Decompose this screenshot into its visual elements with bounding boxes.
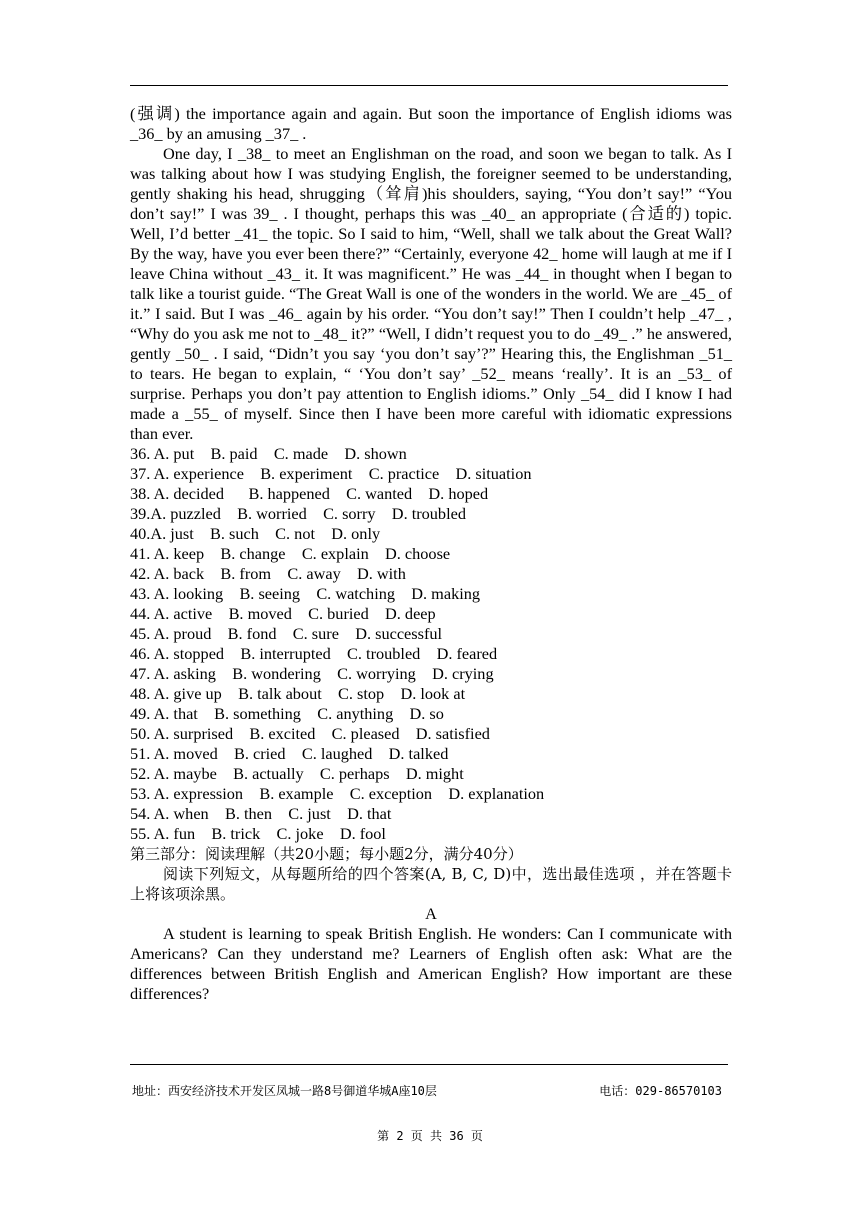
options-list (130, 444, 732, 844)
footer-phone: 电话：029-86570103 (599, 1084, 722, 1098)
option-line: 40.A. just B. such C. not D. only (130, 524, 381, 543)
page-number: 第 2 页 共 36 页 (377, 1129, 483, 1143)
option-line: 49. A. that B. something C. anything D. so (130, 704, 444, 723)
option-line: 50. A. surprised B. excited C. pleased D. satisfied (130, 724, 490, 743)
section-instruction: 阅读下列短文，从每题所给的四个答案(A, B, C, D)中，选出最佳选项 ，并在答题卡上将该项涂黑。 (130, 865, 732, 903)
option-line: 36. A. put B. paid C. made D. shown (130, 444, 407, 463)
option-line: 43. A. looking B. seeing C. watching D. making (130, 584, 481, 603)
section-heading: 第三部分：阅读理解（共20小题；每小题2分，满分40分） (130, 845, 523, 863)
footer-rule (130, 1064, 728, 1065)
passage-paragraph-1: (强调) the importance again and again. But soon the importance of English idioms was _36_ by an amusing _37_ . (130, 104, 732, 143)
passage-label: A (425, 904, 437, 923)
passage-paragraph-2: One day, I _38_ to meet an Englishman on the road, and soon we began to talk. As I was talking about how I was studying English, the foreigner seemed to be understanding, gently shaking his head, shrugging（耸肩)his shoulders, saying, “You don’t say!” “You don’t say!” I was 39_ . I thought, perhaps this was _40_ an appropriate (合适的) topic. Well, I’d better _41_ the topic. So I said to him, “Well, shall we talk about the Great Wall? By the way, have you ever been there?” “Certainly, everyone 42_ home will laugh at me if I leave China without _43_ it. It was magnificent.” He was _44_ in thought when I began to talk like a tourist guide. “The Great Wall is one of the wonders in the world. We are _45_ of it.” I said. But I was _46_ again by his order. “You don’t say!” Then I couldn’t help _47_ , “Why do you ask me not to _48_ it?” “Well, I didn’t request you to do _49_ .” he answered, gently _50_ . I said, “Didn’t you say ‘you don’t say’?” Hearing this, the Englishman _51_ to tears. He began to explain, “ ‘You don’t say’ _52_ means ‘really’. It is an _53_ of surprise. Perhaps you don’t pay attention to English idioms.” Only _54_ did I know I had made a _55_ of myself. Since then I have been more careful with idiomatic expressions than ever. (130, 144, 732, 443)
option-line: 42. A. back B. from C. away D. with (130, 564, 406, 583)
option-line: 44. A. active B. moved C. buried D. deep (130, 604, 436, 623)
option-line: 51. A. moved B. cried C. laughed D. talked (130, 744, 449, 763)
option-line: 38. A. decided B. happened C. wanted D. hoped (130, 484, 489, 503)
footer-address: 地址：西安经济技术开发区凤城一路8号御道华城A座10层 (132, 1084, 437, 1098)
option-line: 37. A. experience B. experiment C. practice D. situation (130, 464, 532, 483)
option-line: 39.A. puzzled B. worried C. sorry D. troubled (130, 504, 466, 523)
option-line: 41. A. keep B. change C. explain D. choose (130, 544, 451, 563)
option-line: 46. A. stopped B. interrupted C. troubled D. feared (130, 644, 498, 663)
option-line: 54. A. when B. then C. just D. that (130, 804, 392, 823)
page-footer (132, 1082, 722, 1099)
page-content (130, 104, 732, 1004)
option-line: 52. A. maybe B. actually C. perhaps D. might (130, 764, 464, 783)
passage-a-paragraph: A student is learning to speak British English. He wonders: Can I communicate with Americans? Can they understand me? Learners of English often ask: What are the differences between British English and American English? How important are these differences? (130, 924, 732, 1003)
header-rule (130, 85, 728, 86)
option-line: 45. A. proud B. fond C. sure D. successful (130, 624, 443, 643)
option-line: 55. A. fun B. trick C. joke D. fool (130, 824, 386, 843)
option-line: 47. A. asking B. wondering C. worrying D. crying (130, 664, 494, 683)
option-line: 48. A. give up B. talk about C. stop D. look at (130, 684, 466, 703)
option-line: 53. A. expression B. example C. exception D. explanation (130, 784, 545, 803)
